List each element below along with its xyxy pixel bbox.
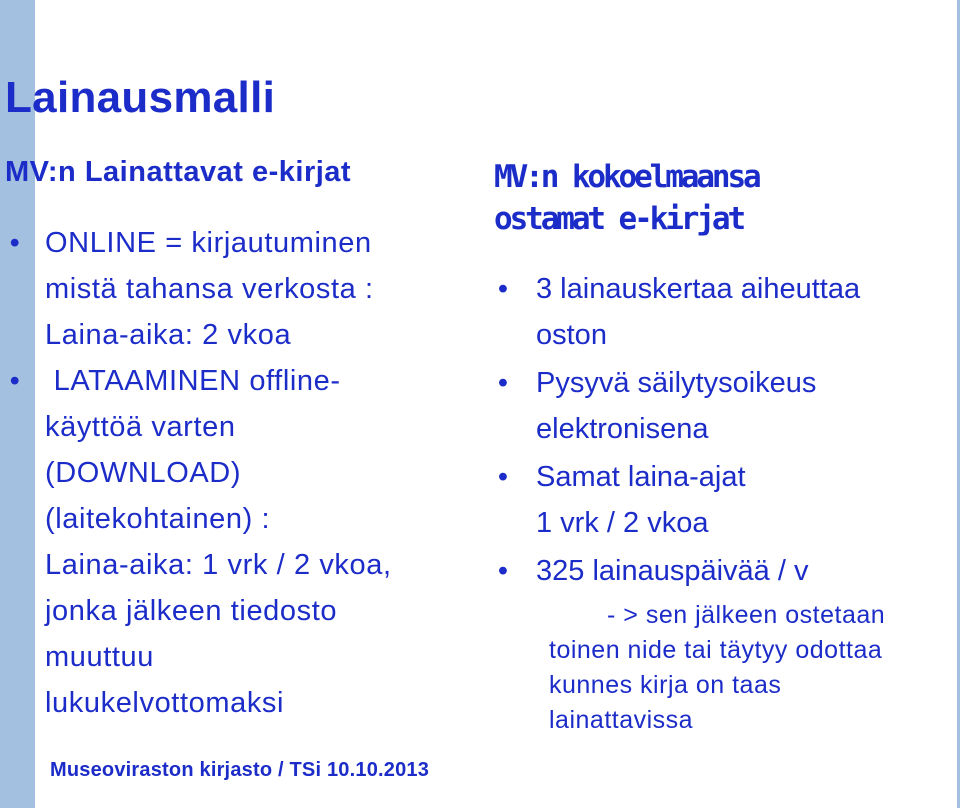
slide-title: Lainausmalli: [5, 73, 276, 122]
note-line: kunnes kirja on taas: [549, 671, 782, 699]
heading-line: ostamat e-kirjat: [494, 201, 744, 237]
footer-credit: Museoviraston kirjasto / TSi 10.10.2013: [50, 759, 430, 781]
left-bullet-download: [5, 358, 455, 726]
note-line: lainattavissa: [549, 706, 694, 734]
bullet-line: muuttuu: [45, 641, 154, 673]
right-bullet-retention: [493, 360, 953, 452]
right-bullet-loan-periods: [493, 454, 953, 546]
left-column-heading: MV:n Lainattavat e-kirjat: [5, 156, 352, 188]
right-bullet-purchase: [493, 266, 953, 358]
bullet-icon: •: [497, 273, 509, 305]
bullet-icon: •: [9, 365, 21, 397]
bullet-icon: •: [497, 555, 509, 587]
bullet-line: ONLINE = kirjautuminen: [45, 227, 372, 259]
right-note: [549, 598, 885, 738]
bullet-line: LATAAMINEN offline-: [45, 365, 341, 397]
bullet-line: Samat laina-ajat: [536, 461, 746, 493]
right-column-heading: [494, 156, 759, 240]
heading-line: MV:n kokoelmaansa: [494, 159, 759, 195]
note-line: - > sen jälkeen ostetaan: [607, 601, 886, 629]
bullet-line: (DOWNLOAD): [45, 457, 242, 489]
bullet-line: 325 lainauspäivää / v: [536, 555, 809, 587]
right-bullet-loan-days: [493, 548, 953, 594]
bullet-line: Laina-aika: 2 vkoa: [45, 319, 292, 351]
bullet-line: Pysyvä säilytysoikeus: [536, 367, 817, 399]
right-bullet-list: [493, 266, 953, 594]
bullet-line: Laina-aika: 1 vrk / 2 vkoa,: [45, 549, 392, 581]
bullet-icon: •: [497, 461, 509, 493]
bullet-line: oston: [536, 319, 607, 351]
bullet-line: käyttöä varten: [45, 411, 236, 443]
bullet-icon: •: [9, 227, 21, 259]
bullet-line: lukukelvottomaksi: [45, 687, 285, 719]
bullet-line: (laitekohtainen) :: [45, 503, 271, 535]
left-bullet-online: [5, 220, 455, 358]
bullet-line: mistä tahansa verkosta :: [45, 273, 374, 305]
left-bullet-list: [5, 220, 455, 726]
bullet-line: 1 vrk / 2 vkoa: [536, 507, 709, 539]
bullet-line: 3 lainauskertaa aiheuttaa: [536, 273, 861, 305]
note-line: toinen nide tai täytyy odottaa: [549, 636, 883, 664]
bullet-line: jonka jälkeen tiedosto: [45, 595, 338, 627]
bullet-line: elektronisena: [536, 413, 709, 445]
bullet-icon: •: [497, 367, 509, 399]
